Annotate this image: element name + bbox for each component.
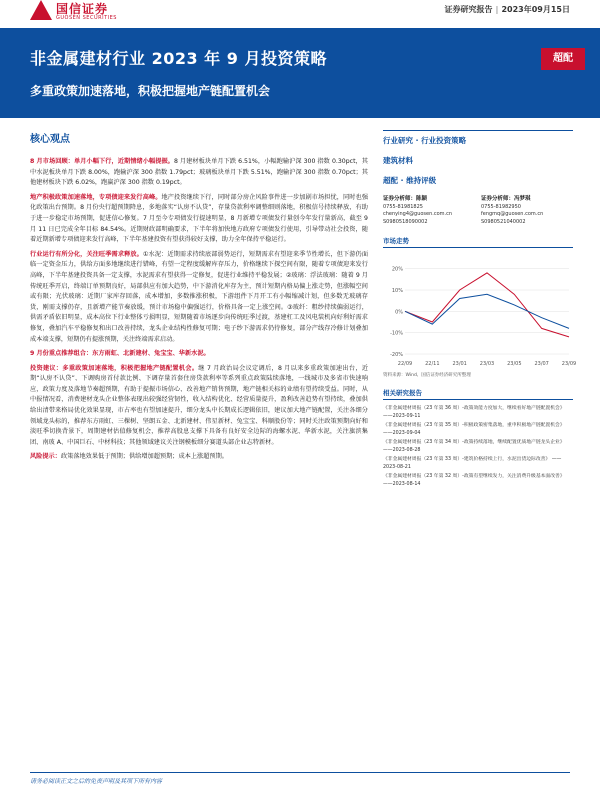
report-meta: 证券研究报告 | 2023年09月15日 bbox=[444, 5, 570, 14]
top-bar bbox=[0, 0, 600, 28]
related-report[interactable]: 《非金属建材周报（23 年第 35 周）-积极政策密集落地，重申积极地产链配置机会》 ——2023-09-04 bbox=[383, 423, 565, 436]
y-tick-label: -20% bbox=[390, 352, 403, 358]
rating-badge: 超配 bbox=[541, 48, 585, 70]
market-trend-chart bbox=[383, 252, 577, 370]
report-subtitle: 多重政策加速落地，积极把握地产链配置机会 bbox=[30, 84, 271, 98]
y-tick-label: -10% bbox=[390, 330, 403, 337]
x-tick-label: 23/01 bbox=[452, 361, 467, 367]
report-type: 证券研究报告 bbox=[444, 5, 493, 14]
industry-rating: 超配 · 维持评级 bbox=[383, 176, 437, 185]
series-line bbox=[405, 273, 569, 337]
logo-mark-icon bbox=[30, 0, 52, 20]
sidebar bbox=[383, 130, 577, 490]
report-date: 2023年09月15日 bbox=[501, 5, 570, 14]
paragraph-policy: 地产积极政策加速落地，专项债迎来发行高峰。地产投资继续下行，同时部分房企风险事件进一步加剧市场担忧，同时也强化政策出台预期。8 月份央行超预期降息，多地落实“认房不认贷”，存量贷款利率调整细则落地，积极信号持续释放，有助于进一步稳定市场预期，促进信心修复。7 月至今专项债发行提速明显，8 月新增专项债发行量创今年发行量新高，截至 9 月 11 日已完成全年目标 84.54%。近期财政部明确要求，下半年将加快地方政府专项债发行使用，引导带动社会投资，随着近期新增专项债迎来发行高峰，下半年基建投资有望获得较好支撑，助力全年保持平稳运行。 bbox=[30, 193, 369, 244]
y-tick-label: 10% bbox=[391, 288, 403, 294]
chart-source: 资料来源：Wind、国信证券经济研究所整理 bbox=[383, 373, 471, 378]
analyst-block bbox=[383, 196, 573, 226]
market-trend-svg bbox=[383, 252, 577, 370]
x-tick-label: 22/11 bbox=[425, 361, 440, 367]
industry-name: 建筑材料 bbox=[383, 156, 413, 165]
report-title: 非金属建材行业 2023 年 9 月投资策略 bbox=[30, 49, 327, 68]
analyst-card: 证券分析师：冯梦琪 0755-81982950 fengmq@guosen.com.cn S0980521040002 bbox=[481, 196, 544, 225]
x-tick-label: 23/05 bbox=[507, 361, 522, 367]
footer-disclaimer: 请务必阅读正文之后的免责声明及其项下所有内容 bbox=[30, 772, 570, 785]
x-tick-label: 23/07 bbox=[534, 361, 549, 367]
x-tick-label: 23/09 bbox=[561, 361, 577, 367]
related-report[interactable]: 《非金属建材周报（23 年第 32 周）-政策有望继续发力，关注消费升级基本面改善》 ——2023-08-14 bbox=[383, 474, 565, 487]
paragraph-market-review: 8 月市场回顾：单月小幅下行，近期情绪小幅提振。8 月建材板块单月下跌 6.51%，小幅跑输沪深 300 指数 0.30pct，其中水泥板块单月下跌 8.00%，跑输沪深 300 指数 1.79pct；玻璃板块单月下跌 5.51%，跑输沪深 300 指数 0.70pct；其他建材板块下跌 6.02%，跑赢沪深 300 指数 0.19pct。 bbox=[30, 158, 368, 187]
related-reports-title: 相关研究报告 bbox=[383, 388, 573, 400]
x-tick-label: 22/09 bbox=[397, 361, 413, 367]
paragraph-risk: 风险提示：政策落地效果低于预期；供给增加超预期；成本上涨超预期。 bbox=[30, 453, 228, 461]
related-reports-list bbox=[383, 405, 573, 488]
paragraph-investment-advice: 投资建议：多重政策加速落地，积极把握地产链配置机会。继 7 月政治局会议定调后，8 月以来多重政策加速出台，近期“认房不认贷”、下调购房首付款比例、下调存量首套住房贷款利率等系列重点政策陆续落地，一线城市及多省市快速响应，政策力度及落地节奏超预期，有助于提振市场信心、改善地产销售预期，地产链相关标的业绩有望持续受益。同时，从中报情况看，消费建材龙头企业整体表现出较强经营韧性，收入结构优化、经营质量提升，盈利改善趋势有望持续，叠加供给出清带来格局优化效果显现，市占率也有望加速提升，细分龙头中长期成长逻辑依旧，建议加大地产链配置，关注各细分领域龙头标的，推荐东方雨虹、三棵树、坚朗五金、北新建材、伟星新材、兔宝宝、科顺股份等；同时关注政策预期向好和淡旺季切换背景下，周期建材估值修复机会，推荐高股息支撑下具备有良好安全边际的海螺水泥、华新水泥，关注旗滨集团、南玻 A、中国巨石、中材科技；其他领域建议关注钢模板细分赛道头部企业志特新材。 bbox=[30, 364, 368, 446]
research-line: 行业研究 · 行业投资策略 bbox=[383, 130, 573, 146]
logo-text-en: GUOSEN SECURITIES bbox=[56, 15, 117, 21]
section-title: 核心观点 bbox=[30, 134, 70, 145]
core-views bbox=[30, 130, 368, 467]
paragraph-portfolio: 9 月份重点推荐组合：东方雨虹、北新建材、兔宝宝、华新水泥。 bbox=[30, 350, 210, 358]
y-tick-label: 0% bbox=[395, 309, 403, 316]
logo-text-cn: 国信证券 bbox=[56, 2, 109, 16]
related-report[interactable]: 《非金属建材周报（23 年第 33 周）-建筑价格持续上行，水泥出货边际改善》 ——2023-08-21 bbox=[383, 457, 562, 470]
analyst-card: 证券分析师：陈颖 0755-81981825 chenying4@guosen.com.cn S0980518090002 bbox=[383, 196, 453, 225]
x-tick-label: 23/03 bbox=[479, 361, 495, 367]
y-tick-label: 20% bbox=[391, 266, 403, 273]
market-trend-title: 市场走势 bbox=[383, 236, 573, 248]
title-banner bbox=[0, 28, 600, 118]
related-report[interactable]: 《非金属建材周报（23 年第 34 周）-政策持续落地，继续配置优质地产链龙头企业》 ——2023-08-28 bbox=[383, 440, 565, 453]
company-logo bbox=[30, 0, 140, 26]
related-report[interactable]: 《非金属建材周报（23 年第 36 周）-政策效能力度加大，继续看好地产链配置机会》 ——2023-09-11 bbox=[383, 406, 565, 419]
paragraph-industry: 行业运行有所分化，关注旺季需求释放。①水泥：近期需求持续底部弱势运行，短期需求有望迎来季节性增长，但下游仍面临一定资金压力，供给方面多地继续进行错峰，有望一定程度缓解库存压力，价格继续下探空间有限，随着专项债迎来发行高峰，下半年基建投资具备一定支撑，水泥需求有望获得一定修复，促进行业维持平稳发展；②玻璃：浮法玻璃：随着 9 月传统旺季开启，终端订单预期良好，局部供应有加大趋势，中下游消化库存为主，预计短期内格局偏上涨走势，但涨幅空间或有限；光伏玻璃：近期厂家库存回落，成本增加，多数推涨积极，下游组件下月开工有小幅缩减计划，但多数无玻璃存货，刚需支撑仍存，且新增产能节奏放缓，预计市场稳中偏强运行，价格具备一定上涨空间。③玻纤：粗纱持续偏弱运行，供需矛盾依旧明显，成本高位下行业整体亏损明显，短期随着市场逐步向传统旺季过渡，基建杠工及风电装机向好利好需求修复，叠加汽车平稳修复和出口改善持续，龙头企业结构性修复可期；电子纱下游需求仍待修复，部分产线存冷修计划叠加成本端支撑，短期仍有提涨预期，关注终端需求启动。 bbox=[30, 250, 369, 343]
